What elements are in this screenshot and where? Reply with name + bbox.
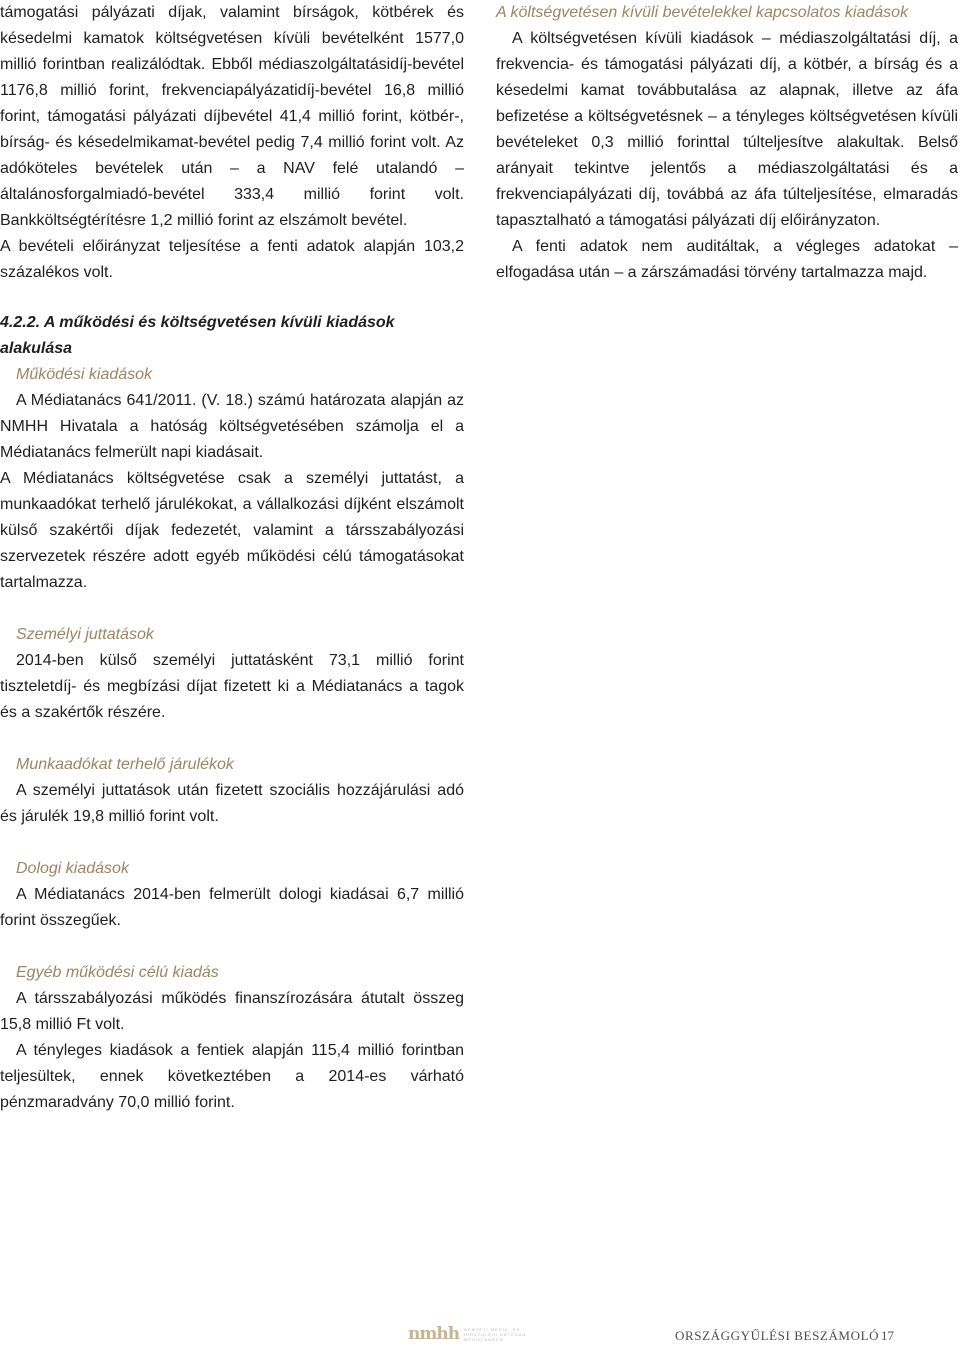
paragraph-egyeb-1: A társszabályozási működés finanszírozására átutalt összeg 15,8 millió Ft volt.	[0, 990, 464, 1033]
subheading-egyeb: Egyéb működési célú kiadás	[16, 964, 219, 981]
paragraph-munkaado: A személyi juttatások után fizetett szociális hozzájárulási adó és járulék 19,8 millió forint volt.	[0, 782, 464, 825]
logo-line-1: NEMZETI MÉDIA- ÉS	[464, 1326, 521, 1332]
subheading-munkaado: Munkaadókat terhelő járulékok	[16, 756, 234, 773]
page-footer	[0, 1322, 960, 1349]
page-number: 17	[881, 1328, 894, 1343]
paragraph-egyeb-2: A tényleges kiadások a fentiek alapján 115,4 millió forintban teljesültek, ennek következtében a 2014-es várható pénzmaradvány 70,0 millió forint.	[0, 1042, 464, 1111]
intro-paragraph: támogatási pályázati díjak, valamint bírságok, kötbérek és késedelmi kamatok költségvetésen kívüli bevételként 1577,0 millió forintban realizálódtak. Ebből médiaszolgáltatásidíj-bevétel 1176,8 millió forint, frekvenciapályázatidíj-bevétel 16,8 millió forint, támogatási pályázati díjbevétel 41,4 millió forint, kötbér-, bírság- és késedelmikamat-bevétel pedig 7,4 millió forint volt. Az adóköteles bevételek után – a NAV felé utalandó – általánosforgalmiadó-bevétel 333,4 millió forint volt. Bankköltségtérítésre 1,2 millió forint az elszámolt bevétel.	[0, 4, 464, 229]
logo-line-3: MÉDIATANÁCS	[464, 1336, 504, 1342]
right-column	[496, 0, 958, 286]
left-column	[0, 0, 464, 1116]
subheading-dologi: Dologi kiadások	[16, 860, 129, 877]
logo-mark: nmhh	[408, 1324, 460, 1344]
paragraph-koltsegvetesen-kivuli-1: A költségvetésen kívüli kiadások – médiaszolgáltatási díj, a frekvencia- és támogatási pályázati díj, a kötbér, a bírság és a késedelmi kamat továbbutalása az alapnak, illetve az áfa befizetése a költségvetésnek – a tényleges költségvetésen kívüli bevételeket 0,3 millió forinttal túlteljesítve alakultak. Belső arányait tekintve jelentős a médiaszolgáltatási és a frekvenciapályázati díj, továbbá az áfa túlteljesítése, elmaradás tapasztalható a támogatási pályázati díj előirányzaton.	[496, 30, 958, 229]
paragraph-mukodesi-1: A Médiatanács 641/2011. (V. 18.) számú határozata alapján az NMHH Hivatala a hatóság költségvetésében számolja el a Médiatanács felmerült napi kiadásait.	[0, 392, 464, 461]
paragraph-dologi: A Médiatanács 2014-ben felmerült dologi kiadásai 6,7 millió forint összegűek.	[0, 886, 464, 929]
logo-text	[464, 1327, 526, 1342]
paragraph-koltsegvetesen-kivuli-2: A fenti adatok nem auditáltak, a végleges adatokat – elfogadása után – a zárszámadási törvény tartalmazza majd.	[496, 238, 958, 281]
subheading-koltsegvetesen-kivuli: A költségvetésen kívüli bevételekkel kapcsolatos kiadások	[496, 4, 909, 21]
section-title: 4.2.2. A működési és költségvetésen kívüli kiadások alakulása	[0, 314, 395, 357]
logo-line-2: HÍRKÖZLÉSI HATÓSÁG	[464, 1331, 527, 1337]
paragraph-szemelyi: 2014-ben külső személyi juttatásként 73,1 millió forint tiszteletdíj- és megbízási díjat fizetett ki a Médiatanács a tagok és a szakértők részére.	[0, 652, 464, 721]
report-title: ORSZÁGGYŰLÉSI BESZÁMOLÓ	[675, 1328, 880, 1343]
intro-paragraph-2: A bevételi előirányzat teljesítése a fenti adatok alapján 103,2 százalékos volt.	[0, 238, 464, 281]
subheading-szemelyi: Személyi juttatások	[16, 626, 154, 643]
nmhh-logo	[408, 1325, 526, 1343]
paragraph-mukodesi-2: A Médiatanács költségvetése csak a személyi juttatást, a munkaadókat terhelő járulékokat, a vállalkozási díjként elszámolt külső szakértői díjak fedezetét, valamint a társszabályozási szervezetek részére adott egyéb működési célú támogatásokat tartalmazza.	[0, 470, 464, 591]
subheading-mukodesi: Működési kiadások	[16, 366, 153, 383]
